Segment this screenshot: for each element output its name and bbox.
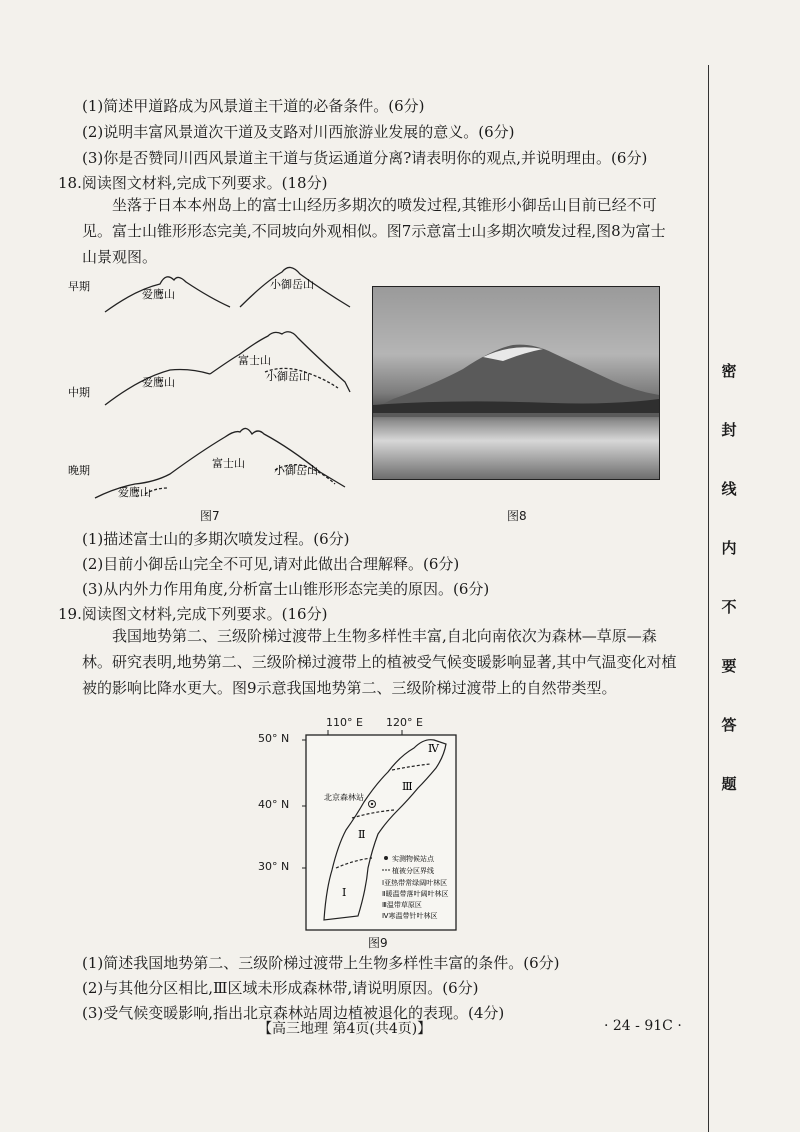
lon-label-110: 110° E [326, 716, 363, 729]
figure-7-caption: 图7 [200, 509, 220, 523]
question-18-title: 18.阅读图文材料,完成下列要求。(18分) [58, 174, 328, 192]
question-18-3: (3)从内外力作用角度,分析富士山锥形形态完美的原因。(6分) [82, 580, 490, 598]
side-char: 答 [721, 716, 737, 734]
station-label: 北京森林站 [324, 793, 364, 802]
question-19-2: (2)与其他分区相比,Ⅲ区域未形成森林带,请说明原因。(6分) [82, 979, 479, 997]
zone-i-label: Ⅰ [342, 886, 347, 899]
question-17-3: (3)你是否赞同川西风景道主干道与货运通道分离?请表明你的观点,并说明理由。(6分) [82, 149, 648, 167]
figure-8-photo [372, 286, 660, 480]
early-aishi-label: 爱鹰山 [142, 288, 175, 301]
question-19-1: (1)简述我国地势第二、三级阶梯过渡带上生物多样性丰富的条件。(6分) [82, 954, 560, 972]
lat-label-30: 30° N [258, 860, 290, 873]
question-17-2: (2)说明丰富风景道次干道及支路对川西旅游业发展的意义。(6分) [82, 123, 515, 141]
zone-iii-label: Ⅲ [402, 780, 413, 793]
stage-middle-label: 中期 [68, 386, 90, 399]
lat-label-50: 50° N [258, 732, 290, 745]
question-17-1: (1)简述甲道路成为风景道主干道的必备条件。(6分) [82, 97, 425, 115]
figure-9-caption: 图9 [368, 936, 388, 950]
lon-label-120: 120° E [386, 716, 423, 729]
question-18-1: (1)描述富士山的多期次喷发过程。(6分) [82, 530, 350, 548]
legend-zone-ii: Ⅱ暖温带落叶阔叶林区 [382, 890, 449, 898]
zone-iv-label: Ⅳ [428, 742, 439, 755]
middle-komitake-label: 小御岳山 [266, 370, 310, 383]
question-19-paragraph: 我国地势第二、三级阶梯过渡带上生物多样性丰富,自北向南依次为森林—草原—森林。研究表明,地势第二、三级阶梯过渡带上的植被受气候变暖影响显著,其中气温变化对植被的影响比降水更大。图9示意我国地势第二、三级阶梯过渡带上的自然带类型。 [82, 627, 677, 697]
question-18-paragraph: 坐落于日本本州岛上的富士山经历多期次的喷发过程,其锥形小御岳山目前已经不可见。富士山锥形形态完美,不同坡向外观相似。图7示意富士山多期次喷发过程,图8为富士山景观图。 [82, 196, 666, 266]
early-komitake-label: 小御岳山 [270, 278, 314, 291]
side-char: 要 [721, 657, 737, 675]
binding-notice [716, 360, 742, 794]
side-char: 内 [721, 539, 737, 557]
footer-title: 【高三地理 第4页(共4页)】 [258, 1021, 432, 1037]
footer-code: · 24 - 91C · [604, 1018, 682, 1034]
side-char: 不 [721, 598, 737, 616]
side-char: 题 [721, 775, 737, 793]
side-char: 密 [721, 362, 737, 380]
legend-zone-i: Ⅰ亚热带常绿阔叶林区 [382, 879, 448, 887]
side-char: 线 [721, 480, 737, 498]
figure-7-eruption-diagram [60, 262, 360, 512]
legend-station: 实测物候站点 [392, 855, 434, 863]
mountain-silhouette [373, 287, 659, 479]
middle-fuji-label: 富士山 [238, 354, 271, 367]
figure-9-map [296, 720, 466, 945]
legend-zone-iv: Ⅳ寒温带针叶林区 [382, 912, 438, 920]
legend-boundary: 植被分区界线 [392, 867, 434, 875]
late-aishi-label: 爱鹰山 [118, 486, 151, 499]
stage-early-label: 早期 [68, 280, 90, 293]
question-18-2: (2)目前小御岳山完全不可见,请对此做出合理解释。(6分) [82, 555, 460, 573]
binding-line [708, 65, 709, 1132]
late-fuji-label: 富士山 [212, 457, 245, 470]
legend-zone-iii: Ⅲ温带草原区 [382, 901, 422, 909]
figure-8-caption: 图8 [507, 509, 527, 523]
side-char: 封 [721, 421, 737, 439]
question-19-title: 19.阅读图文材料,完成下列要求。(16分) [58, 605, 328, 623]
zone-ii-label: Ⅱ [358, 828, 366, 841]
middle-aishi-label: 爱鹰山 [142, 376, 175, 389]
late-komitake-label: 小御岳山 [274, 464, 318, 477]
question-19-3: (3)受气候变暖影响,指出北京森林站周边植被退化的表现。(4分) [82, 1004, 505, 1022]
stage-late-label: 晚期 [68, 464, 90, 477]
lat-label-40: 40° N [258, 798, 290, 811]
